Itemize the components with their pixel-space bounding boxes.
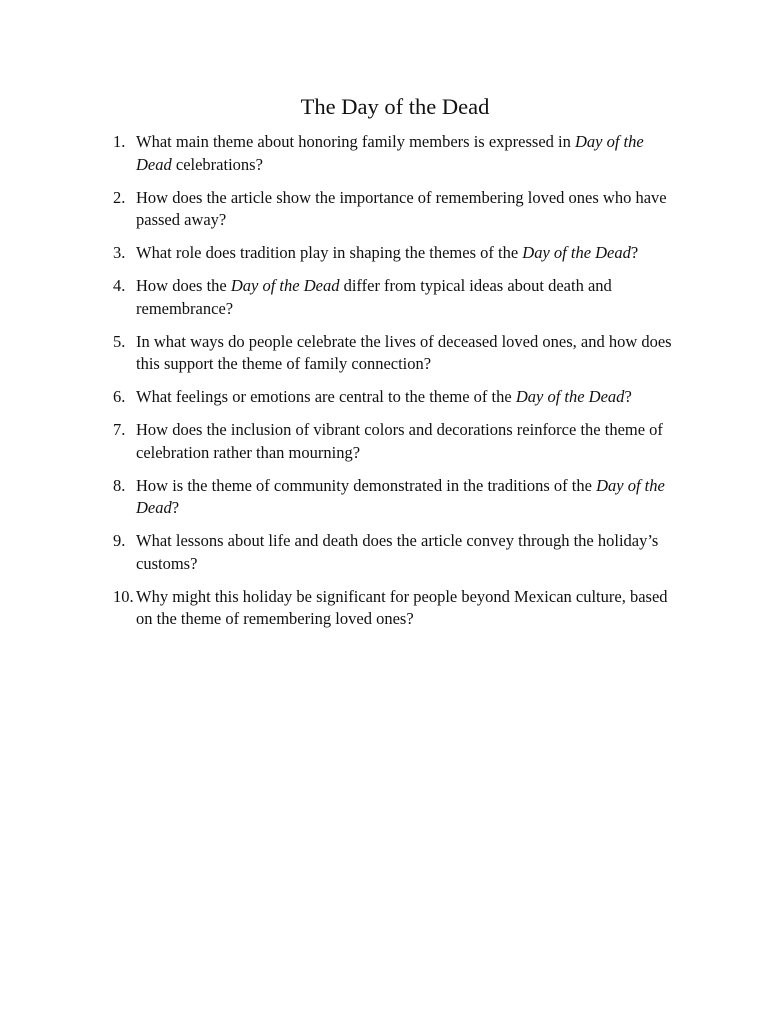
question-text-segment: ? bbox=[171, 498, 180, 517]
question-text bbox=[136, 587, 668, 629]
page-title: The Day of the Dead bbox=[300, 94, 490, 119]
question-text-segment: How does the inclusion of vibrant colors and decorations reinforce the theme of celebration rather than mourning? bbox=[136, 420, 663, 462]
question-item bbox=[113, 586, 683, 631]
question-item bbox=[113, 242, 683, 265]
italic-title-text: Day of the Dead bbox=[230, 276, 340, 295]
question-item bbox=[113, 530, 683, 575]
question-text bbox=[136, 276, 612, 318]
question-list bbox=[113, 131, 683, 641]
question-text-segment: differ from typical ideas about death and remembrance? bbox=[136, 276, 612, 318]
question-text-segment: Why might this holiday be significant for people beyond Mexican culture, based on the theme of remembering loved ones? bbox=[136, 586, 668, 628]
question-text bbox=[136, 132, 644, 174]
question-number: 5. bbox=[113, 331, 126, 351]
italic-title-text: Day of the Dead bbox=[522, 243, 631, 262]
question-item bbox=[113, 131, 683, 176]
question-item bbox=[113, 386, 683, 409]
question-number: 8. bbox=[113, 475, 126, 495]
question-text bbox=[136, 188, 667, 230]
question-item bbox=[113, 187, 683, 232]
question-text-segment: ? bbox=[630, 243, 639, 262]
question-number: 1. bbox=[113, 132, 126, 151]
question-text bbox=[136, 531, 658, 573]
question-text bbox=[136, 387, 632, 406]
question-text bbox=[136, 243, 638, 262]
question-number: 4. bbox=[113, 276, 126, 295]
question-number: 10. bbox=[113, 586, 134, 606]
question-text-segment: celebrations? bbox=[171, 154, 263, 174]
question-text-segment: How does the bbox=[136, 276, 231, 295]
question-number: 2. bbox=[113, 187, 126, 207]
question-text bbox=[136, 476, 665, 518]
question-text-segment: ? bbox=[624, 387, 632, 406]
question-number: 3. bbox=[113, 243, 126, 262]
question-item bbox=[113, 331, 683, 376]
question-number: 6. bbox=[113, 387, 126, 406]
question-text-segment: How is the theme of community demonstrated in the traditions of the bbox=[136, 475, 597, 495]
question-text bbox=[136, 420, 663, 462]
question-text bbox=[136, 332, 672, 374]
question-item bbox=[113, 419, 683, 464]
question-number: 9. bbox=[113, 531, 126, 550]
question-item bbox=[113, 475, 683, 520]
question-text-segment: What role does tradition play in shaping the themes of the bbox=[136, 243, 523, 262]
italic-title-text: Day of the Dead bbox=[136, 475, 665, 517]
question-text-segment: What feelings or emotions are central to the theme of the bbox=[136, 387, 516, 406]
question-item bbox=[113, 275, 683, 320]
italic-title-text: Day of the Dead bbox=[136, 132, 644, 174]
question-number: 7. bbox=[113, 420, 126, 439]
question-text-segment: What main theme about honoring family members is expressed in bbox=[136, 132, 575, 151]
question-text-segment: How does the article show the importance of remembering loved ones who have passed away? bbox=[136, 187, 667, 229]
question-text-segment: In what ways do people celebrate the lives of deceased loved ones, and how does this support the theme of family connection? bbox=[136, 331, 672, 373]
question-text-segment: What lessons about life and death does the article convey through the holiday’s customs? bbox=[136, 531, 659, 573]
italic-title-text: Day of the Dead bbox=[515, 387, 625, 406]
